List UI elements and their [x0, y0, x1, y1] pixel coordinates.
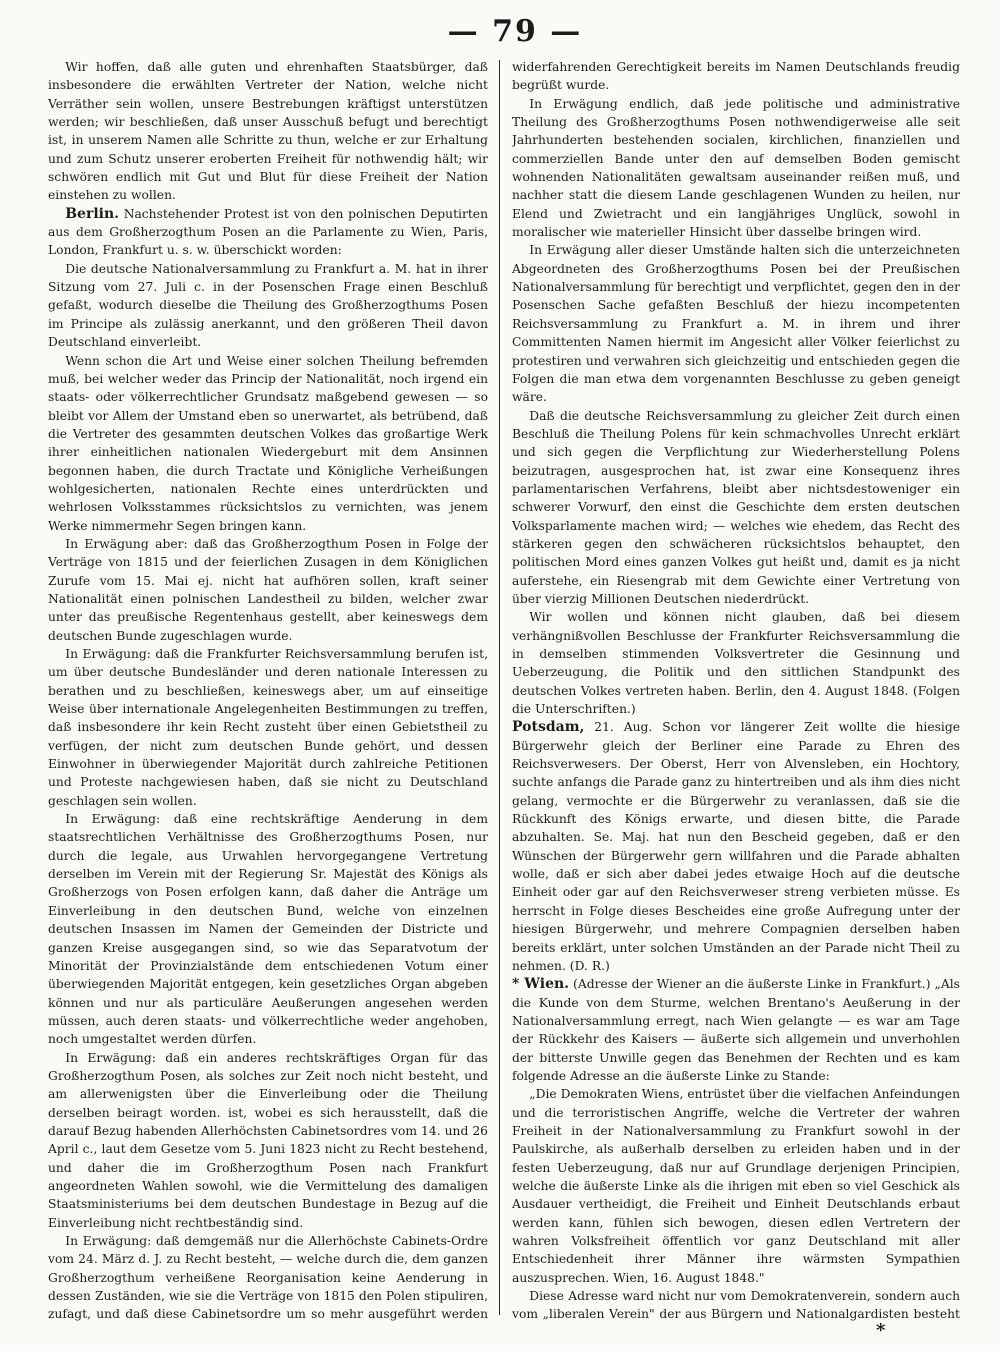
paragraph-text: Nachstehender Protest ist von den polnischen Deputirten aus dem Großherzogthum Posen an die Parlamente zu Wien, Paris, London, Frankfurt u. s. w. überschickt worden: — [48, 206, 488, 258]
page-number: — 79 — — [447, 14, 583, 49]
paragraph: In Erwägung aber: daß das Großherzogthum Posen in Folge der Verträge von 1815 und der feierlichen Zusagen in dem Königlichen Zurufe vom 15. Mai ej. nicht hat aufhören sollen, kraft seiner Nationalität einen polnischen Landestheil zu bilden, welcher zwar unter das preußische Regentenhaus gestellt, aber keineswegs dem deutschen Bunde zugeschlagen wurde. — [48, 536, 488, 643]
news-item-berlin — [48, 205, 488, 260]
dateline: Potsdam, — [512, 719, 585, 736]
paragraph: In Erwägung endlich, daß jede politische und administrative Theilung des Großherzogthums Posen nothwendigerweise alle seit Jahrhunderten bestehenden socialen, kirchlichen, finanziellen und commerziellen Bande unter den auf demselben Boden gemischt wohnenden Nationalitäten gewaltsam auseinander reißen muß, und nachher statt die diesem Lande geschlagenen Wunden zu heilen, nur Elend und Zwietracht und ein langjähriges Unglück, sowohl in moralischer wie materieller Hinsicht über dasselbe bringen wird. — [512, 96, 960, 240]
paragraph: Diese Adresse ward nicht nur vom Demokratenverein, sondern auch vom „liberalen Verein" der aus Bürgern und Nationalgardisten besteht — [512, 1289, 960, 1321]
paragraph: widerfahrenden Gerechtigkeit bereits im Namen Deutschlands freudig begrüßt wurde. — [512, 60, 960, 93]
paragraph: In Erwägung aller dieser Umstände halten sich die unterzeichneten Abgeordneten des Großherzogthums Posen bei der Preußischen Nationalversammlung für berechtigt und verpflichtet, gegen den in der Posenschen Sache gefaßten Beschluß der hiezu incompetenten Reichsversammlung zu Frankfurt a. M. in ihrem und ihrer Committenten Namen hiermit im Angesicht aller Völker feierlichst zu protestiren und verwahren sich gleichzeitig und entschieden gegen die Folgen die man etwa dem vorgenannten Beschlusse zu geben geneigt wäre. — [512, 243, 960, 405]
paragraph-text: (Adresse der Wiener an die äußerste Linke in Frankfurt.) „Als die Kunde von dem Sturme, welchen Brentano's Aeußerung in der Nationalversammlung erregt, nach Wien gelangte — es war am Tage der Rückkehr des Kaisers — äußerte sich allgemein und unverhohlen der bitterste Unwille gegen das Benehmen der Rechten und es kam folgende Adresse an die äußerste Linke zu Stande: — [512, 977, 960, 1083]
paragraph: Wir hoffen, daß alle guten und ehrenhaften Staatsbürger, daß insbesondere die erwählten Vertreter der Nation, welche nicht Verräther sein wollen, unsere Bestrebungen kräftigst unterstützen werden; wir beschließen, daß unser Ausschuß befugt und berechtigt ist, in unserem Namen alle Schritte zu thun, welche er zur Erhaltung und zum Schutz unserer eroberten Freiheit für nothwendig hält; wir schwören endlich mit Gut und Blut für diese Freiheit der Nation einstehen zu wollen. — [48, 60, 488, 203]
paragraph: Wir wollen und können nicht glauben, daß bei diesem verhängnißvollen Beschlusse der Frankfurter Reichsversammlung die in demselben stimmenden Volksvertreter die Gesinnung und Ueberzeugung, die Politik und den sittlichen Standpunkt des deutschen Volkes vertreten haben. Berlin, den 4. August 1848. (Folgen die Unterschriften.) — [512, 610, 960, 717]
paragraph: In Erwägung: daß ein anderes rechtskräftiges Organ für das Großherzogthum Posen, als solches zur Zeit noch nicht besteht, und am allerwenigsten über die Einverleibung oder die Theilung derselben beiragt worden. ist, wobei es sich herausstellt, daß die darauf Bezug habenden Allerhöchsten Cabinetsordres vom 14. und 26 April c., laut dem Gesetze vom 5. Juni 1823 nicht zu Recht bestehend, und daher die im Großherzogthum Posen nach Frankfurt angeordneten Wahlen sowohl, wie die Vermittelung des damaligen Staatsministeriums bei dem deutschen Bundestage in Bezug auf die Einverleibung nicht rechtbeständig sind. — [48, 1050, 488, 1230]
paragraph: Daß die deutsche Reichsversammlung zu gleicher Zeit durch einen Beschluß die Theilung Polens für kein schmachvolles Unrecht erklärt und sich gegen die Verpflichtung zur Wiederherstellung Polens beizutragen, ausgesprochen hat, ist zwar eine Konsequenz ihres parlamentarischen Verfahrens, bleibt aber nichtsdestoweniger ein schwerer Vorwurf, den einst die Geschichte dem ersten deutschen Volksparlamente machen wird; — welches wie ehedem, das Recht des stärkeren gegen den schwächeren rücksichtslos behauptet, den politischen Mord eines ganzen Volkes gut heißt und, damit es ja nicht auferstehe, ein Riesengrab mit dem Gewichte einer Vertretung von über vierzig Millionen Deutschen niederdrückt. — [512, 408, 960, 606]
paragraph: In Erwägung: daß eine rechtskräftige Aenderung in dem staatsrechtlichen Verhältnisse des Großherzogthums Posen, nur durch die legale, aus Urwahlen hervorgegangene Vertretung derselben im Verein mit der Regierung Sr. Majestät des Königs als Großherzogs von Posen erfolgen kann, daß daher die Anträge um Einverleibung in den deutschen Bund, welche von einzelnen deutschen Insassen im Namen der Gemeinden der Districte und ganzen Kreise ausgegangen sind, so wie das Separatvotum der Minorität der Provinzialstände dem entschiedenen Votum einer überwiegenden Majorität entgegen, kein gesetzliches Organ abgeben können und nur als particuläre Aeußerungen angesehen werden müssen, auch deren staats- und völkerrechtliche weder angehoben, noch umgestaltet werden dürfen. — [48, 812, 488, 1047]
paragraph: Die deutsche Nationalversammlung zu Frankfurt a. M. hat in ihrer Sitzung vom 27. Juli c. in der Posenschen Frage einen Beschluß gefaßt, wodurch dieselbe die Theilung des Großherzogthums Posen im Principe als zulässig anerkannt, und den größeren Theil davon Deutschland einverleibt. — [48, 261, 488, 350]
news-item-wien — [512, 975, 960, 1085]
dateline: * Wien. — [512, 976, 570, 993]
paragraph: „Die Demokraten Wiens, entrüstet über die vielfachen Anfeindungen und die terroristischen Angriffe, welche die Vertreter der wahren Freiheit in der Nationalversammlung zu Frankfurt sowohl in der Paulskirche, als außerhalb derselben zu erleiden haben und in der festen Ueberzeugung, daß nur auf Grundlage derjenigen Principien, welche die äußerste Linke als die ihrigen mit eben so viel Geschick als Ausdauer vertheidigt, die Freiheit und Einheit Deutschlands erbaut werden kann, fühlen sich bewogen, diesen edlen Vertretern der wahren Volksfreiheit öffentlich vor ganz Deutschland mit aller Entschiedenheit ihrer Männer ihre wärmsten Sympathien auszusprechen. Wien, 16. August 1848." — [512, 1087, 960, 1285]
dateline: Berlin. — [65, 205, 120, 222]
news-item-potsdam — [512, 718, 960, 975]
paragraph: In Erwägung: daß die Frankfurter Reichsversammlung berufen ist, um über deutsche Bundesländer und deren nationale Interessen zu berathen und zu beschließen, keineswegs aber, um auf einseitige Weise über internationale Angelegenheiten Bestimmungen zu treffen, daß insbesondere ihr kein Recht zusteht über einen Gebietstheil zu verfügen, der nicht zum deutschen Bunde gehört, und dessen Einwohner in überwiegender Majorität durch zahlreiche Petitionen und Proteste nachgewiesen haben, daß sie nicht zu Deutschland geschlagen sein wollen. — [48, 647, 488, 808]
right-column — [512, 58, 960, 1321]
paragraph: Wenn schon die Art und Weise einer solchen Theilung befremden muß, bei welcher weder das Princip der Nationalität, noch irgend ein staats- oder völkerrechtlicher Grundsatz maßgebend gewesen — so bleibt vor Allem der Umstand eben so unerwartet, als betrübend, daß die Vertreter des gesammten deutschen Volkes das großartige Werk ihrer einheitlichen nationalen Wiedergeburt mit dem Ansinnen begonnen haben, die durch Tractate und Königliche Verheißungen wohlgesicherten, nationalen Rechte eines unterdrückten und wehrlosen Volksstammes rücksichtslos zu vernichten, was jenem Werke nimmermehr Segen bringen kann. — [48, 353, 488, 533]
left-column — [48, 58, 488, 1321]
asterisk-icon: * — [876, 1320, 886, 1341]
column-divider — [499, 60, 500, 1315]
paragraph-text: 21. Aug. Schon vor längerer Zeit wollte die hiesige Bürgerwehr gleich der Berliner eine Parade zu Ehren des Reichsverwesers. Der Oberst, Herr von Alvensleben, ein Hochtory, suchte anfangs die Parade ganz zu hintertreiben und als ihm dies nicht gelang, vermochte er die Bürgerwehr zu veranlassen, daß sie die Rückkunft des Königs erwarte, und diesen bitte, die Parade abzuhalten. Se. Maj. hat nun den Bescheid gegeben, daß er den Wünschen der Bürgerwehr gern willfahren und die Parade abhalten wolle, daß er sich aber dabei jedes etwaige Hoch auf die deutsche Einheit oder gar auf den Reichsverweser streng verbieten müsse. Es herrscht in Folge dieses Bescheides eine große Aufregung unter der hiesigen Bürgerwehr, und mehrere Compagnien derselben haben bereits erklärt, unter solchen Umständen an der Parade nicht Theil zu nehmen. (D. R.) — [512, 720, 960, 973]
paragraph: In Erwägung: daß demgemäß nur die Allerhöchste Cabinets-Ordre vom 24. März d. J. zu Recht besteht, — welche durch die, dem ganzen Großherzogthum verheißene Reorganisation keine Aenderung in dessen Zuständen, wie sie die Verträge von 1815 den Polen stipuliren, zufagt, und daß diese Cabinetsordre um so mehr ausgeführt werden — [48, 1234, 488, 1321]
